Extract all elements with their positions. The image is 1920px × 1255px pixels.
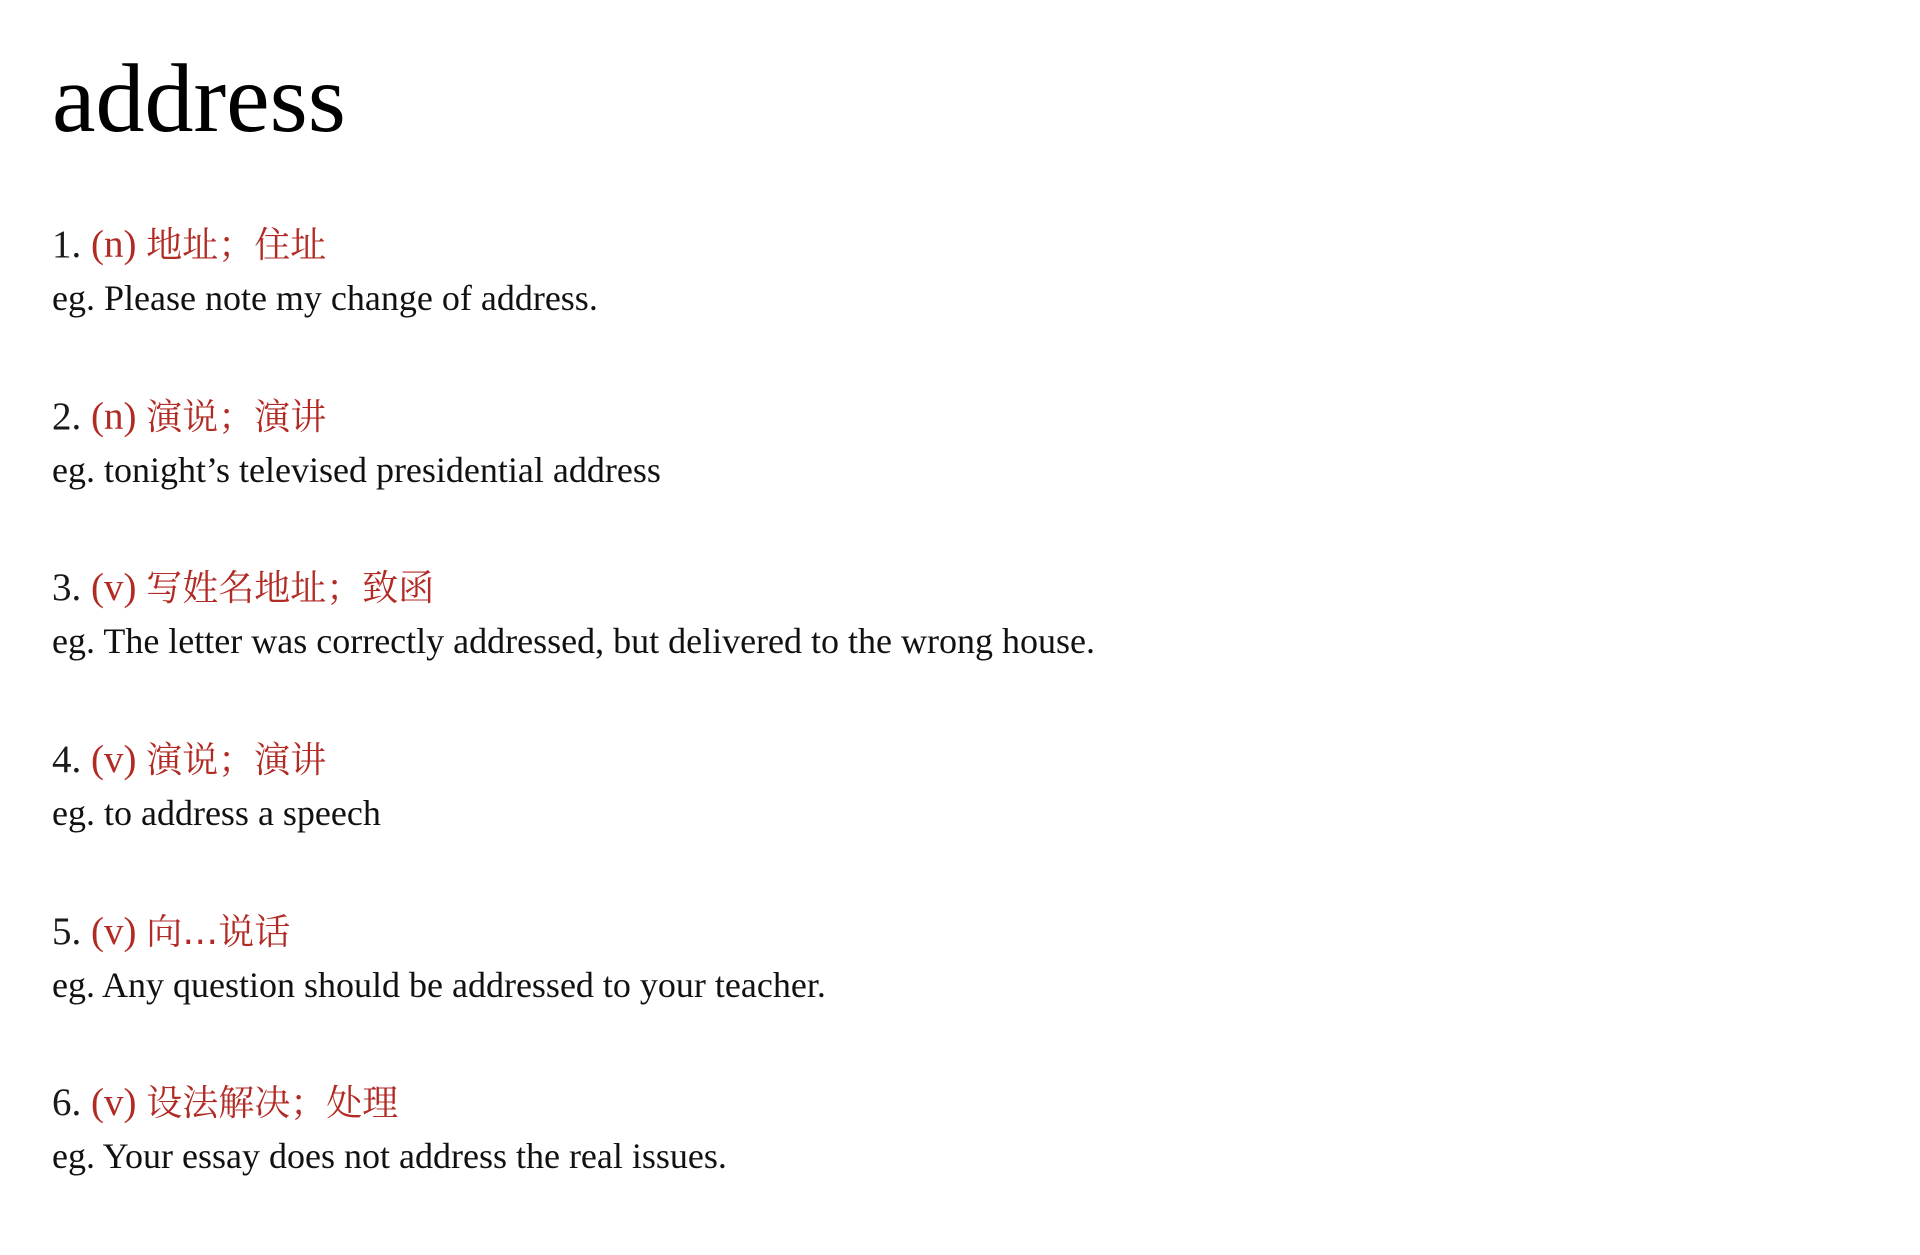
example-sentence: eg. Please note my change of address. xyxy=(52,278,598,318)
part-of-speech: (n) xyxy=(91,395,137,438)
chinese-meaning: 演说；演讲 xyxy=(146,397,327,438)
sense-item xyxy=(52,735,1868,841)
sense-item xyxy=(52,1078,1868,1184)
sense-item xyxy=(52,907,1868,1013)
chinese-meaning: 地址；住址 xyxy=(146,225,327,266)
example-sentence: eg. Your essay does not address the real issues. xyxy=(52,1136,727,1176)
part-of-speech: (v) xyxy=(91,566,137,609)
chinese-meaning: 演说；演讲 xyxy=(146,740,327,781)
example-sentence: eg. tonight’s televised presidential address xyxy=(52,450,661,490)
sense-number: 4. xyxy=(52,738,82,781)
sense-definition xyxy=(52,392,1868,442)
sense-item xyxy=(52,563,1868,669)
part-of-speech: (v) xyxy=(91,738,137,781)
example-sentence: eg. The letter was correctly addressed, but delivered to the wrong house. xyxy=(52,621,1095,661)
chinese-meaning: 向…说话 xyxy=(146,912,291,953)
sense-number: 5. xyxy=(52,910,82,953)
part-of-speech: (n) xyxy=(91,223,137,266)
sense-number: 2. xyxy=(52,395,82,438)
sense-definition xyxy=(52,735,1868,785)
sense-item xyxy=(52,220,1868,326)
sense-number: 3. xyxy=(52,566,82,609)
chinese-meaning: 写姓名地址；致函 xyxy=(146,568,435,609)
sense-definition xyxy=(52,1078,1868,1128)
sense-definition xyxy=(52,563,1868,613)
sense-definition xyxy=(52,220,1868,270)
sense-number: 6. xyxy=(52,1081,82,1124)
sense-number: 1. xyxy=(52,223,82,266)
example-sentence: eg. to address a speech xyxy=(52,793,381,833)
headword: address xyxy=(52,45,346,153)
sense-item xyxy=(52,392,1868,498)
sense-definition xyxy=(52,907,1868,957)
chinese-meaning: 设法解决；处理 xyxy=(146,1083,399,1124)
part-of-speech: (v) xyxy=(91,1081,137,1124)
example-sentence: eg. Any question should be addressed to your teacher. xyxy=(52,965,826,1005)
part-of-speech: (v) xyxy=(91,910,137,953)
